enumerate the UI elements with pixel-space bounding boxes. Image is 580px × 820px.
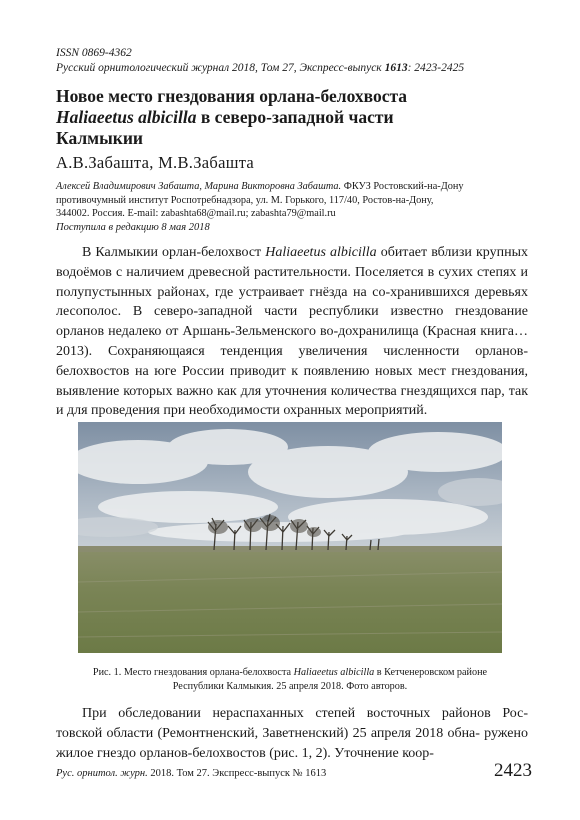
caption-text-2: в Кетченеровском районе — [374, 667, 488, 678]
journal-citation — [56, 61, 464, 76]
issn: ISSN 0869-4362 — [56, 47, 132, 59]
title-line-3: Калмыкии — [56, 128, 144, 148]
p1-text-6: известно гнездование орланов недалеко от Аршань-Зельменского во- — [56, 304, 529, 340]
authors: А.В.Забашта, М.В.Забашта — [56, 153, 255, 172]
p1-text-5: хранившихся деревьях лесополос. В северо-западной части республики — [56, 284, 528, 320]
caption-species: Haliaeetus albicilla — [293, 667, 375, 678]
journal-header — [56, 46, 464, 76]
paragraph-findings — [56, 704, 528, 763]
title-line-1: Новое место гнездования орлана-белохвоста — [56, 86, 408, 106]
footer-issue: 2018. Том 27. Экспресс-выпуск № 1613 — [147, 768, 327, 779]
issue-number: 1613 — [384, 62, 408, 74]
p1-text-3: крупных водоёмов с наличием древесной растительности. Поселяется — [56, 245, 529, 280]
p2-text-3: ружено жилое гнездо орланов-белохвостов (рис. 1, 2). Уточнение коор- — [56, 725, 528, 761]
title-species: Haliaeetus albicilla — [56, 107, 197, 127]
p1-text-8: увеличения численности орланов-белохвостов на юге России приводит — [56, 343, 528, 379]
page-range: : 2423-2425 — [407, 62, 465, 74]
article-title — [56, 86, 536, 149]
affiliation-line-3: 344002. Россия. E-mail: zabashta68@mail.ru; zabashta79@mail.ru — [56, 208, 336, 219]
page-number: 2423 — [494, 760, 532, 781]
caption-text-3: Республики Калмыкия. 25 апреля 2018. Фото авторов. — [172, 681, 408, 692]
figure-caption — [78, 666, 502, 694]
p1-text-4: в сухих степях и полупустынных районах, где устраивает гнёзда на со- — [56, 264, 528, 300]
affiliation-line-2: противочумный институт Роспотребнадзора, ул. М. Горького, 117/40, Ростов-на-Дону, — [56, 194, 434, 206]
affiliation — [56, 180, 530, 221]
page-footer — [56, 768, 326, 779]
steppe-grass — [78, 546, 502, 653]
p1-species: Haliaeetus albicilla — [265, 245, 377, 260]
received-date: Поступила в редакцию 8 мая 2018 — [56, 222, 210, 233]
p2-text-1: При обследовании нераспаханных степей восточных районов Рос- — [82, 706, 528, 721]
p1-text-11: необходимости охранных мероприятий. — [188, 403, 428, 419]
p1-text-2: обитает вблизи — [376, 245, 472, 260]
figure-photo — [78, 422, 502, 653]
title-line-2 — [56, 107, 536, 128]
p1-text-10: для уточнения количества гнездящихся пар, так и для проведения при — [56, 383, 529, 419]
steppe-photo-image — [78, 422, 502, 653]
affiliation-line-1: ФКУЗ Ростовский-на-Дону — [341, 181, 464, 192]
p2-text-2: товской области (Ремонтненский, Заветненский) 25 апреля 2018 обна- — [56, 725, 480, 741]
footer-journal: Рус. орнитол. журн. — [56, 768, 148, 779]
caption-text-1: Рис. 1. Место гнездования орлана-белохвоста — [92, 667, 294, 678]
p1-text-7: дохранилища (Красная книга… 2013). Сохраняющаяся тенденция — [56, 324, 528, 359]
title-line-2-rest: в северо-западной части — [196, 107, 394, 127]
p1-text-9: к появлению новых мест гнездования, выявление которых важно как — [56, 363, 529, 399]
journal-name: Русский орнитологический журнал 2018, Том 27, Экспресс-выпуск — [56, 62, 385, 74]
author-full-names: Алексей Владимирович Забашта, Марина Викторовна Забашта. — [56, 181, 342, 192]
paragraph-intro — [56, 243, 528, 421]
nest — [264, 515, 272, 521]
p1-text-1: В Калмыкии орлан-белохвост — [82, 245, 266, 260]
